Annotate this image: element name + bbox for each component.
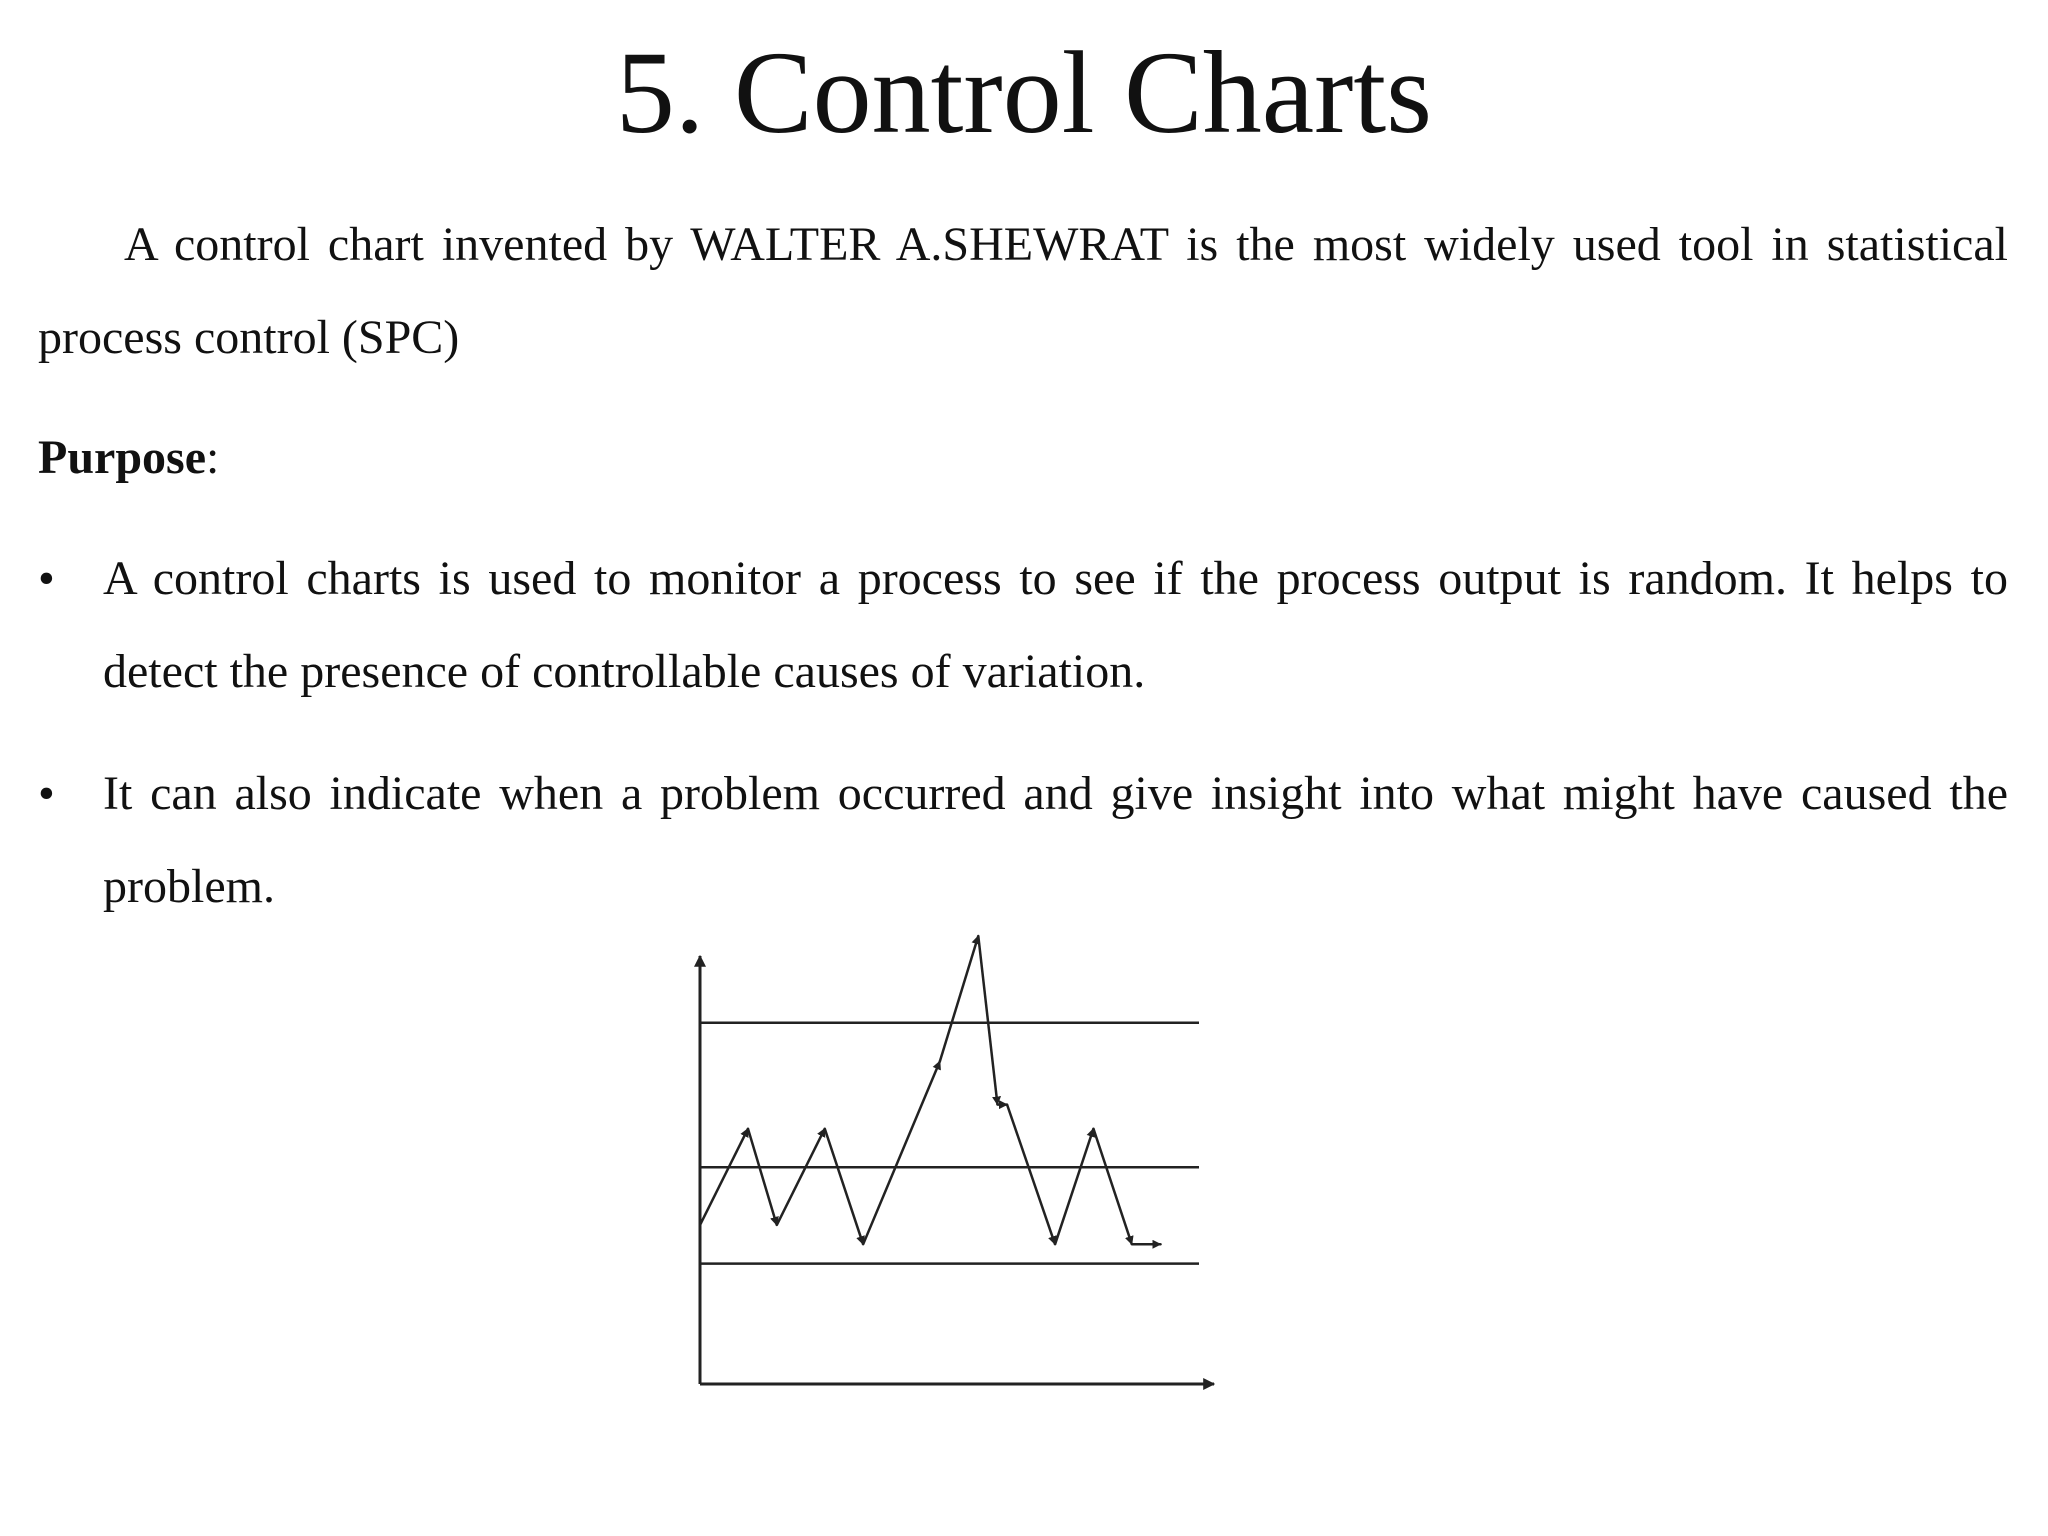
bullet-text: A control charts is used to monitor a process to see if the process output is random. It helps to detect the presence of controllable causes of variation. <box>103 552 2008 698</box>
series-segment <box>863 1061 940 1244</box>
intro-paragraph: A control chart invented by WALTER A.SHEWRAT is the most widely used tool in statistical process control (SPC) <box>38 218 2008 364</box>
purpose-label: Purpose <box>38 431 206 484</box>
data-point <box>977 935 979 937</box>
process-series <box>699 935 1162 1246</box>
series-segment <box>777 1129 825 1225</box>
series-segment <box>1055 1129 1093 1245</box>
series-segment <box>940 936 978 1061</box>
bullet-dot: • <box>38 767 55 820</box>
data-point <box>776 1224 778 1226</box>
series-segment <box>1093 1129 1131 1245</box>
data-point <box>699 1224 701 1226</box>
bullet-dot: • <box>38 552 55 605</box>
purpose-colon: : <box>206 431 220 484</box>
bullet-item <box>38 747 2008 933</box>
series-segment <box>1007 1105 1055 1245</box>
series-segment <box>825 1129 863 1245</box>
data-point <box>1159 1243 1161 1245</box>
data-point <box>996 1103 998 1105</box>
data-point <box>862 1243 864 1245</box>
data-point <box>1054 1243 1056 1245</box>
purpose-heading <box>38 411 2008 504</box>
control-chart <box>684 930 1244 1405</box>
bullet-text: It can also indicate when a problem occurred and give insight into what might have caused the problem. <box>103 767 2008 913</box>
data-point <box>1092 1127 1094 1129</box>
slide-title: 5. Control Charts <box>615 27 1433 158</box>
series-segment <box>748 1129 777 1225</box>
purpose-bullet-list <box>38 532 2008 962</box>
series-segment <box>978 936 997 1105</box>
data-point <box>1131 1243 1133 1245</box>
data-point <box>824 1127 826 1129</box>
data-point <box>747 1127 749 1129</box>
data-point <box>939 1060 941 1062</box>
series-segment <box>700 1129 748 1225</box>
bullet-item <box>38 532 2008 718</box>
data-point <box>1006 1103 1008 1105</box>
